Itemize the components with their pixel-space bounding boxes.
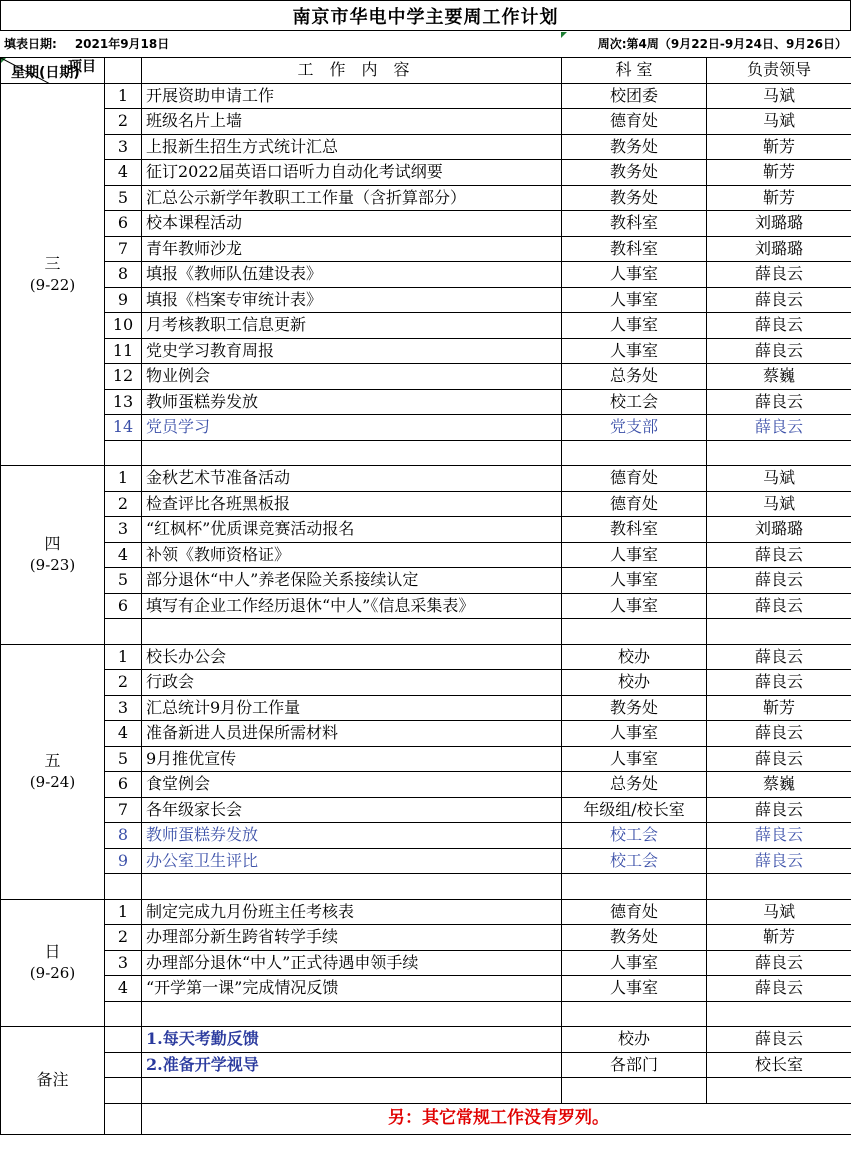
row-number: 13 [105, 389, 142, 415]
task-content: 月考核教职工信息更新 [142, 313, 562, 339]
task-dept: 德育处 [562, 466, 707, 492]
header-content: 工 作 内 容 [142, 58, 562, 84]
task-content: 校长办公会 [142, 644, 562, 670]
row-number: 3 [105, 134, 142, 160]
empty-cell [142, 1001, 562, 1027]
task-leader: 薛良云 [707, 721, 851, 747]
row-number: 2 [105, 109, 142, 135]
table-row [1, 211, 851, 237]
task-content: 征订2022届英语口语听力自动化考试纲要 [142, 160, 562, 186]
table-row [1, 976, 851, 1002]
task-content: 上报新生招生方式统计汇总 [142, 134, 562, 160]
task-leader: 靳芳 [707, 925, 851, 951]
table-row [1, 236, 851, 262]
task-content: “红枫杯”优质课竞赛活动报名 [142, 517, 562, 543]
header-item-label: 项目 [68, 59, 96, 75]
task-content: 填报《档案专审统计表》 [142, 287, 562, 313]
table-row [1, 364, 851, 390]
task-leader: 薛良云 [707, 262, 851, 288]
task-leader: 薛良云 [707, 338, 851, 364]
day-date: (9-23) [29, 556, 76, 575]
task-dept: 校团委 [562, 83, 707, 109]
task-leader: 薛良云 [707, 746, 851, 772]
task-dept: 教务处 [562, 925, 707, 951]
table-row [1, 262, 851, 288]
task-content: 办理部分新生跨省转学手续 [142, 925, 562, 951]
task-leader: 马斌 [707, 109, 851, 135]
fill-date-value: 2021年9月18日 [74, 37, 170, 51]
table-row [1, 415, 851, 441]
task-dept: 总务处 [562, 364, 707, 390]
task-dept: 教科室 [562, 517, 707, 543]
table-row [1, 848, 851, 874]
task-leader: 刘璐璐 [707, 517, 851, 543]
row-number: 1 [105, 83, 142, 109]
task-dept: 校工会 [562, 848, 707, 874]
table-row [1, 160, 851, 186]
remark-leader: 薛良云 [707, 1027, 851, 1053]
row-number: 1 [105, 466, 142, 492]
task-leader: 薛良云 [707, 389, 851, 415]
task-leader: 刘璐璐 [707, 236, 851, 262]
remark-content: 1.每天考勤反馈 [142, 1027, 562, 1053]
task-dept: 校工会 [562, 389, 707, 415]
day-name: 五 [44, 751, 61, 770]
row-number: 3 [105, 517, 142, 543]
task-leader: 薛良云 [707, 313, 851, 339]
task-content: 党史学习教育周报 [142, 338, 562, 364]
empty-cell [562, 440, 707, 466]
task-content: 食堂例会 [142, 772, 562, 798]
task-leader: 刘璐璐 [707, 211, 851, 237]
task-leader: 马斌 [707, 899, 851, 925]
row-number: 5 [105, 568, 142, 594]
task-dept: 人事室 [562, 313, 707, 339]
task-leader: 薛良云 [707, 950, 851, 976]
table-row-empty [1, 1078, 851, 1104]
task-dept: 教务处 [562, 185, 707, 211]
task-content: 填写有企业工作经历退休“中人”《信息采集表》 [142, 593, 562, 619]
task-leader: 马斌 [707, 466, 851, 492]
empty-cell [707, 1078, 851, 1104]
task-content: 准备新进人员进保所需材料 [142, 721, 562, 747]
empty-cell [562, 619, 707, 645]
task-content: 校本课程活动 [142, 211, 562, 237]
day-cell [1, 899, 105, 1027]
row-number: 4 [105, 976, 142, 1002]
task-dept: 人事室 [562, 721, 707, 747]
table-row-empty [1, 1001, 851, 1027]
task-content: 教师蛋糕券发放 [142, 823, 562, 849]
empty-cell [105, 1027, 142, 1053]
remark-dept: 各部门 [562, 1052, 707, 1078]
empty-cell [105, 440, 142, 466]
task-dept: 德育处 [562, 109, 707, 135]
task-dept: 校办 [562, 670, 707, 696]
task-content: 汇总统计9月份工作量 [142, 695, 562, 721]
task-dept: 人事室 [562, 593, 707, 619]
day-cell [1, 644, 105, 899]
task-dept: 人事室 [562, 746, 707, 772]
task-dept: 教科室 [562, 236, 707, 262]
row-number: 4 [105, 160, 142, 186]
task-content: 青年教师沙龙 [142, 236, 562, 262]
table-row [1, 83, 851, 109]
row-number: 9 [105, 848, 142, 874]
task-dept: 教务处 [562, 134, 707, 160]
table-row [1, 772, 851, 798]
row-number: 2 [105, 925, 142, 951]
row-number: 6 [105, 772, 142, 798]
table-row [1, 287, 851, 313]
row-number: 4 [105, 721, 142, 747]
table-row [1, 389, 851, 415]
task-content: 补领《教师资格证》 [142, 542, 562, 568]
task-dept: 德育处 [562, 899, 707, 925]
row-number: 8 [105, 262, 142, 288]
task-content: 部分退休“中人”养老保险关系接续认定 [142, 568, 562, 594]
task-leader: 薛良云 [707, 593, 851, 619]
table-row [1, 925, 851, 951]
task-leader: 薛良云 [707, 976, 851, 1002]
day-name: 三 [44, 253, 61, 273]
task-content: 开展资助申请工作 [142, 83, 562, 109]
fill-date-row [4, 31, 169, 56]
empty-cell [142, 1078, 562, 1104]
table-row [1, 670, 851, 696]
task-content: 金秋艺术节准备活动 [142, 466, 562, 492]
task-leader: 靳芳 [707, 134, 851, 160]
day-name: 日 [44, 942, 61, 962]
empty-cell [105, 1001, 142, 1027]
row-number: 10 [105, 313, 142, 339]
table-row [1, 746, 851, 772]
task-dept: 人事室 [562, 950, 707, 976]
header-dept: 科 室 [562, 58, 707, 84]
footer-note: 另：其它常规工作没有罗列。 [142, 1103, 851, 1134]
table-row [1, 568, 851, 594]
task-dept: 人事室 [562, 542, 707, 568]
task-leader: 薛良云 [707, 542, 851, 568]
empty-cell [707, 874, 851, 900]
task-content: 汇总公示新学年教职工工作量（含折算部分） [142, 185, 562, 211]
row-number: 6 [105, 211, 142, 237]
task-dept: 教务处 [562, 160, 707, 186]
task-content: 办理部分退休“中人”正式待遇申领手续 [142, 950, 562, 976]
task-leader: 薛良云 [707, 287, 851, 313]
task-leader: 薛良云 [707, 644, 851, 670]
task-dept: 校办 [562, 644, 707, 670]
table-row [1, 721, 851, 747]
task-leader: 马斌 [707, 491, 851, 517]
empty-cell [105, 619, 142, 645]
header-diagonal-cell [1, 58, 105, 84]
empty-cell [105, 1078, 142, 1104]
day-date: (9-22) [29, 275, 76, 294]
day-name: 四 [44, 534, 61, 554]
task-dept: 教务处 [562, 695, 707, 721]
table-row [1, 517, 851, 543]
table-row-empty [1, 619, 851, 645]
row-number: 2 [105, 670, 142, 696]
row-number: 5 [105, 746, 142, 772]
task-dept: 教科室 [562, 211, 707, 237]
header-weekday-label: 星期(日期) [11, 64, 80, 81]
row-number: 1 [105, 899, 142, 925]
task-content: 教师蛋糕券发放 [142, 389, 562, 415]
row-number: 7 [105, 797, 142, 823]
fill-date-label: 填表日期: [4, 37, 57, 51]
table-row [1, 542, 851, 568]
task-leader: 靳芳 [707, 185, 851, 211]
empty-cell [105, 874, 142, 900]
empty-cell [105, 1103, 142, 1134]
empty-cell [707, 1001, 851, 1027]
table-row [1, 185, 851, 211]
task-content: 党员学习 [142, 415, 562, 441]
empty-cell [707, 440, 851, 466]
table-row-empty [1, 440, 851, 466]
row-number: 1 [105, 644, 142, 670]
empty-cell [142, 440, 562, 466]
task-dept: 校工会 [562, 823, 707, 849]
row-number: 12 [105, 364, 142, 390]
table-row [1, 695, 851, 721]
day-cell [1, 83, 105, 466]
empty-cell [142, 874, 562, 900]
task-content: 办公室卫生评比 [142, 848, 562, 874]
task-dept: 党支部 [562, 415, 707, 441]
empty-cell [142, 619, 562, 645]
task-content: 物业例会 [142, 364, 562, 390]
task-dept: 人事室 [562, 287, 707, 313]
task-content: 各年级家长会 [142, 797, 562, 823]
row-number: 5 [105, 185, 142, 211]
table-row [1, 466, 851, 492]
task-dept: 德育处 [562, 491, 707, 517]
table-row [1, 109, 851, 135]
task-content: 行政会 [142, 670, 562, 696]
task-content: 班级名片上墙 [142, 109, 562, 135]
remark-content: 2.准备开学视导 [142, 1052, 562, 1078]
empty-cell [562, 1001, 707, 1027]
row-number: 14 [105, 415, 142, 441]
task-dept: 人事室 [562, 568, 707, 594]
day-cell [1, 466, 105, 645]
task-leader: 蔡巍 [707, 364, 851, 390]
task-leader: 靳芳 [707, 160, 851, 186]
table-row [1, 644, 851, 670]
header-leader: 负责领导 [707, 58, 851, 84]
row-number: 9 [105, 287, 142, 313]
empty-cell [707, 619, 851, 645]
task-content: 9月推优宣传 [142, 746, 562, 772]
empty-cell [562, 1078, 707, 1104]
task-leader: 靳芳 [707, 695, 851, 721]
table-row [1, 899, 851, 925]
task-dept: 人事室 [562, 976, 707, 1002]
remarks-row [1, 1052, 851, 1078]
task-leader: 薛良云 [707, 415, 851, 441]
table-row [1, 823, 851, 849]
footer-row [1, 1103, 851, 1134]
table-row [1, 593, 851, 619]
row-number: 4 [105, 542, 142, 568]
row-number: 7 [105, 236, 142, 262]
task-dept: 年级组/校长室 [562, 797, 707, 823]
table-row-empty [1, 874, 851, 900]
task-leader: 薛良云 [707, 670, 851, 696]
table-row [1, 313, 851, 339]
table-row [1, 491, 851, 517]
header-number-cell [105, 58, 142, 84]
empty-cell [562, 874, 707, 900]
task-content: “开学第一课”完成情况反馈 [142, 976, 562, 1002]
remark-leader: 校长室 [707, 1052, 851, 1078]
page-title: 南京市华电中学主要周工作计划 [0, 0, 851, 31]
remarks-row [1, 1027, 851, 1053]
task-leader: 薛良云 [707, 848, 851, 874]
table-row [1, 134, 851, 160]
cell-marker-icon [561, 32, 567, 38]
task-leader: 薛良云 [707, 797, 851, 823]
row-number: 3 [105, 695, 142, 721]
task-leader: 薛良云 [707, 823, 851, 849]
table-row [1, 797, 851, 823]
task-leader: 蔡巍 [707, 772, 851, 798]
task-content: 检查评比各班黑板报 [142, 491, 562, 517]
row-number: 3 [105, 950, 142, 976]
row-number: 11 [105, 338, 142, 364]
week-info: 周次:第4周（9月22日-9月24日、9月26日） [597, 37, 847, 51]
row-number: 8 [105, 823, 142, 849]
day-date: (9-26) [29, 964, 76, 983]
table-row [1, 338, 851, 364]
remarks-label: 备注 [1, 1027, 105, 1135]
task-dept: 人事室 [562, 338, 707, 364]
task-leader: 马斌 [707, 83, 851, 109]
table-row [1, 950, 851, 976]
day-date: (9-24) [29, 773, 76, 791]
task-dept: 人事室 [562, 262, 707, 288]
empty-cell [105, 1052, 142, 1078]
row-number: 2 [105, 491, 142, 517]
table-header-row [1, 58, 851, 84]
task-dept: 总务处 [562, 772, 707, 798]
row-number: 6 [105, 593, 142, 619]
remark-dept: 校办 [562, 1027, 707, 1053]
task-leader: 薛良云 [707, 568, 851, 594]
task-content: 制定完成九月份班主任考核表 [142, 899, 562, 925]
plan-table [0, 57, 851, 1135]
task-content: 填报《教师队伍建设表》 [142, 262, 562, 288]
